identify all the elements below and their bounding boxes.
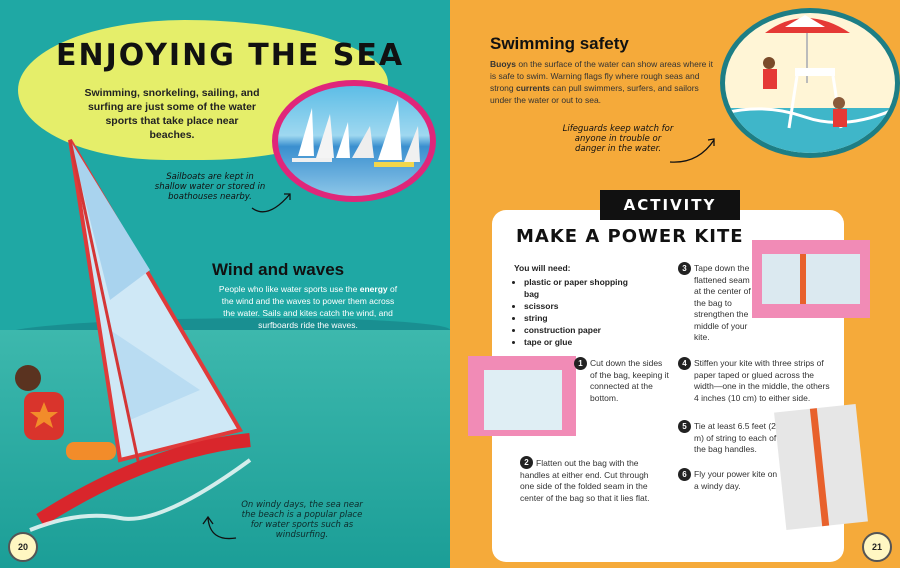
caption-arrow-icon [668,134,718,168]
wind-heading: Wind and waves [212,260,345,279]
step-number: 3 [678,262,691,275]
sailboat-caption: Sailboats are kept in shallow water or stored in boathouses nearby. [154,172,266,202]
lifeguard-illustration [720,8,900,158]
list-item: • scissors [524,300,634,312]
safety-heading: Swimming safety [490,34,629,53]
activity-label: ACTIVITY [600,190,740,220]
list-item: • string [524,312,634,324]
step-number: 2 [520,456,533,469]
list-item: • construction paper [524,324,634,336]
caption-arrow-icon [198,514,238,550]
sailboats-illustration [278,86,430,196]
list-item: • tape or glue [524,336,634,348]
step-number: 4 [678,357,691,370]
list-item: • plastic or paper shopping bag [524,276,634,300]
page-number-left: 20 [8,532,38,562]
step-number: 5 [678,420,691,433]
step-6-text: Fly your power kite on a windy day. [694,469,778,491]
step-number: 1 [574,357,587,370]
step-5-text: Tie at least 6.5 feet (2 m) of string to each of the bag handles. [694,421,777,454]
materials-list [514,262,634,348]
right-page [450,0,900,568]
intro-text: Swimming, snorkeling, sailing, and surfing are just some of the water sports that take place near beaches. [84,87,260,141]
step-number: 6 [678,468,691,481]
page-number-right: 21 [862,532,892,562]
step-1-text: Cut down the sides of the bag, keeping it connected at the bottom. [590,358,669,403]
windy-caption: On windy days, the sea near the beach is a popular place for water sports such as windsurfing. [241,500,363,540]
step-2-text: Flatten out the bag with the handles at either end. Cut through one side of the folded seam in the center of the bag so that it lies flat. [520,458,650,503]
finished-kite-photo [774,404,868,530]
safety-text: Buoys on the surface of the water can show areas where it is safe to swim. Warning flags fly where rough seas and strong currents can pull swimmers, surfers, and sailors under the water or out to sea. [490,59,714,105]
step-4-text: Stiffen your kite with three strips of paper taped or glued across the width—one in the middle, the others 4 inches (10 cm) to either side. [694,358,830,403]
you-will-need-label: You will need: [514,263,571,273]
step-3-text: Tape down the flattened seam at the center of the bag to strengthen the middle of your kite. [694,263,751,342]
windsurfer-illustration [0,130,300,550]
kite-title: MAKE A POWER KITE [516,226,744,247]
step3-photo [752,240,870,318]
page-title: ENJOYING THE SEA [56,38,405,73]
wind-text: People who like water sports use the energy of the wind and the waves to power them across the water. Sails and kites catch the wind, and surfboards ride the waves. [218,284,398,330]
lifeguard-caption: Lifeguards keep watch for anyone in trouble or danger in the water. [562,124,674,154]
step1-photo [468,356,576,436]
